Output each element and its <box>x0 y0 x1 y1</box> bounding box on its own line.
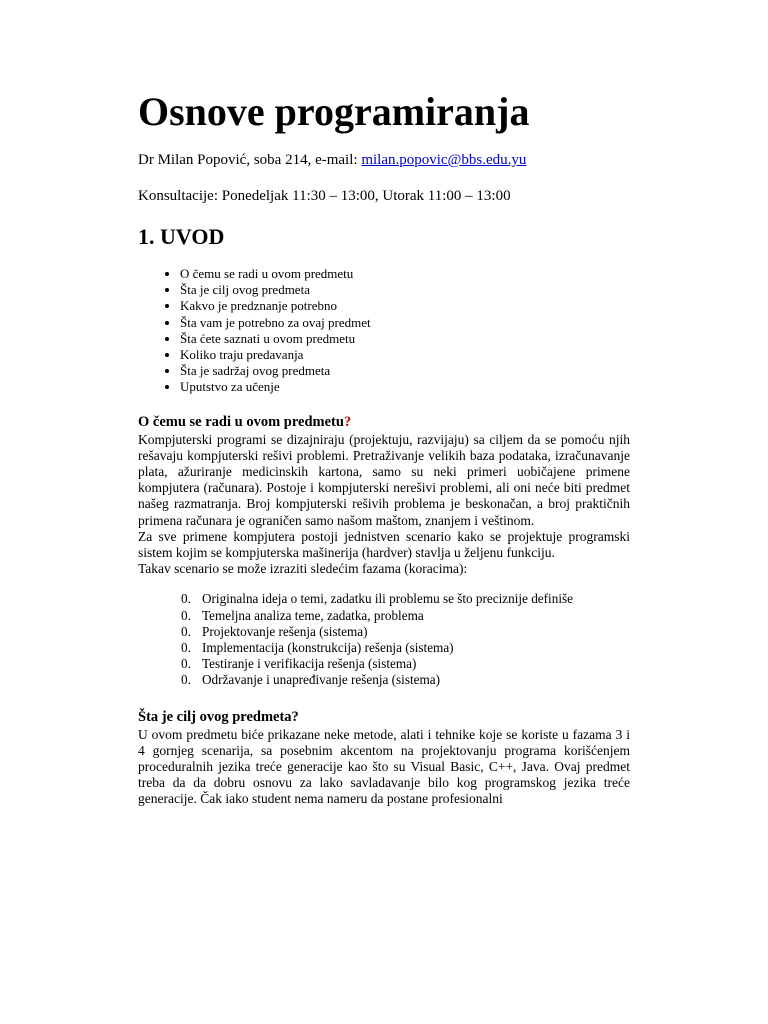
topic-item: • Šta je sadržaj ovog predmeta <box>180 363 630 379</box>
document-title: Osnove programiranja <box>138 89 530 134</box>
phase-item <box>181 640 630 656</box>
phase-number: 0. <box>181 623 191 639</box>
phase-item <box>181 656 630 672</box>
phase-text: Projektovanje rešenja (sistema) <box>202 623 368 639</box>
phase-text: Implementacija (konstrukcija) rešenja (sistema) <box>202 640 454 656</box>
paragraph-goal-1: U ovom predmetu biće prikazane neke metode, alati i tehnike koje se koriste u fazama 3 i 4 gornjeg scenarija, sa posebnim akcentom na projektovanju programa korišćenjem proceduralnih jezika treće generacije kao što su Visual Basic, C++, Java. Ovaj predmet treba da da dobru osnovu za lako savladavanje bilo kog programskog jezika treće generacije. Čak iako student nema nameru da postane profesionalni <box>138 726 630 807</box>
author-line <box>138 150 630 170</box>
consultation-hours: Konsultacije: Ponedeljak 11:30 – 13:00, Utorak 11:00 – 13:00 <box>138 188 511 204</box>
subsection-heading-question-mark: ? <box>343 413 352 430</box>
subsection-heading-text: O čemu se radi u ovom predmetu <box>138 413 344 430</box>
phase-text: Originalna ideja o temi, zadatku ili problemu se što preciznije definiše <box>202 591 573 607</box>
phase-text: Temeljna analiza teme, zadatka, problema <box>202 607 424 623</box>
paragraph-about-2: Za sve primene kompjutera postoji jednistven scenario kako se projektuje programski sistem kojim se kompjuterska mašinerija (hardver) stavlja u željenu funkciju. <box>138 528 630 561</box>
phase-text: Održavanje i unapređivanje rešenja (sistema) <box>202 672 440 688</box>
paragraph-about-1: Kompjuterski programi se dizajniraju (projektuju, razvijaju) sa ciljem da se pomoću njih rešavaju kompjuterski rešivi problemi. Pretraživanje velikih baza podataka, izračunavanje plata, ažuriranje medicinskih kartona, samo su neki primeri uobičajene primene kompjutera (računara). Postoje i kompjuterski nerešivi problemi, ali oni neće biti predmet našeg razmatranja. Broj kompjuterski rešivih problema je beskonačan, a broj praktičnih primena računara je ograničen samo našom maštom, znanjem i veštinom. <box>138 431 630 528</box>
topics-list <box>138 266 630 396</box>
subsection-heading-about <box>138 412 630 432</box>
topic-item: • Šta ćete saznati u ovom predmetu <box>180 331 630 347</box>
topic-item: • O čemu se radi u ovom predmetu <box>180 266 630 282</box>
phase-number: 0. <box>181 640 191 656</box>
author-text: Dr Milan Popović, soba 214, e-mail: <box>138 152 362 168</box>
phases-list <box>138 591 630 688</box>
email-link[interactable]: milan.popovic@bbs.edu.yu <box>361 152 527 168</box>
phase-text: Testiranje i verifikacija rešenja (sistema) <box>202 656 417 672</box>
topic-item: • Šta vam je potrebno za ovaj predmet <box>180 315 630 331</box>
subsection-heading-goal: Šta je cilj ovog predmeta? <box>138 708 299 725</box>
section-heading-uvod: 1. UVOD <box>138 224 225 249</box>
phase-item <box>181 608 630 624</box>
phase-item <box>181 591 630 607</box>
phase-number: 0. <box>181 591 191 607</box>
topic-item: • Šta je cilj ovog predmeta <box>180 282 630 298</box>
phase-item <box>181 624 630 640</box>
phase-number: 0. <box>181 656 191 672</box>
topic-item: • Koliko traju predavanja <box>180 347 630 363</box>
topic-item: • Kakvo je predznanje potrebno <box>180 298 630 314</box>
phase-number: 0. <box>181 607 191 623</box>
document-page <box>138 86 630 808</box>
phase-number: 0. <box>181 672 191 688</box>
topic-item: • Uputstvo za učenje <box>180 379 630 395</box>
paragraph-about-3: Takav scenario se može izraziti sledećim fazama (koracima): <box>138 561 468 577</box>
phase-item <box>181 672 630 688</box>
